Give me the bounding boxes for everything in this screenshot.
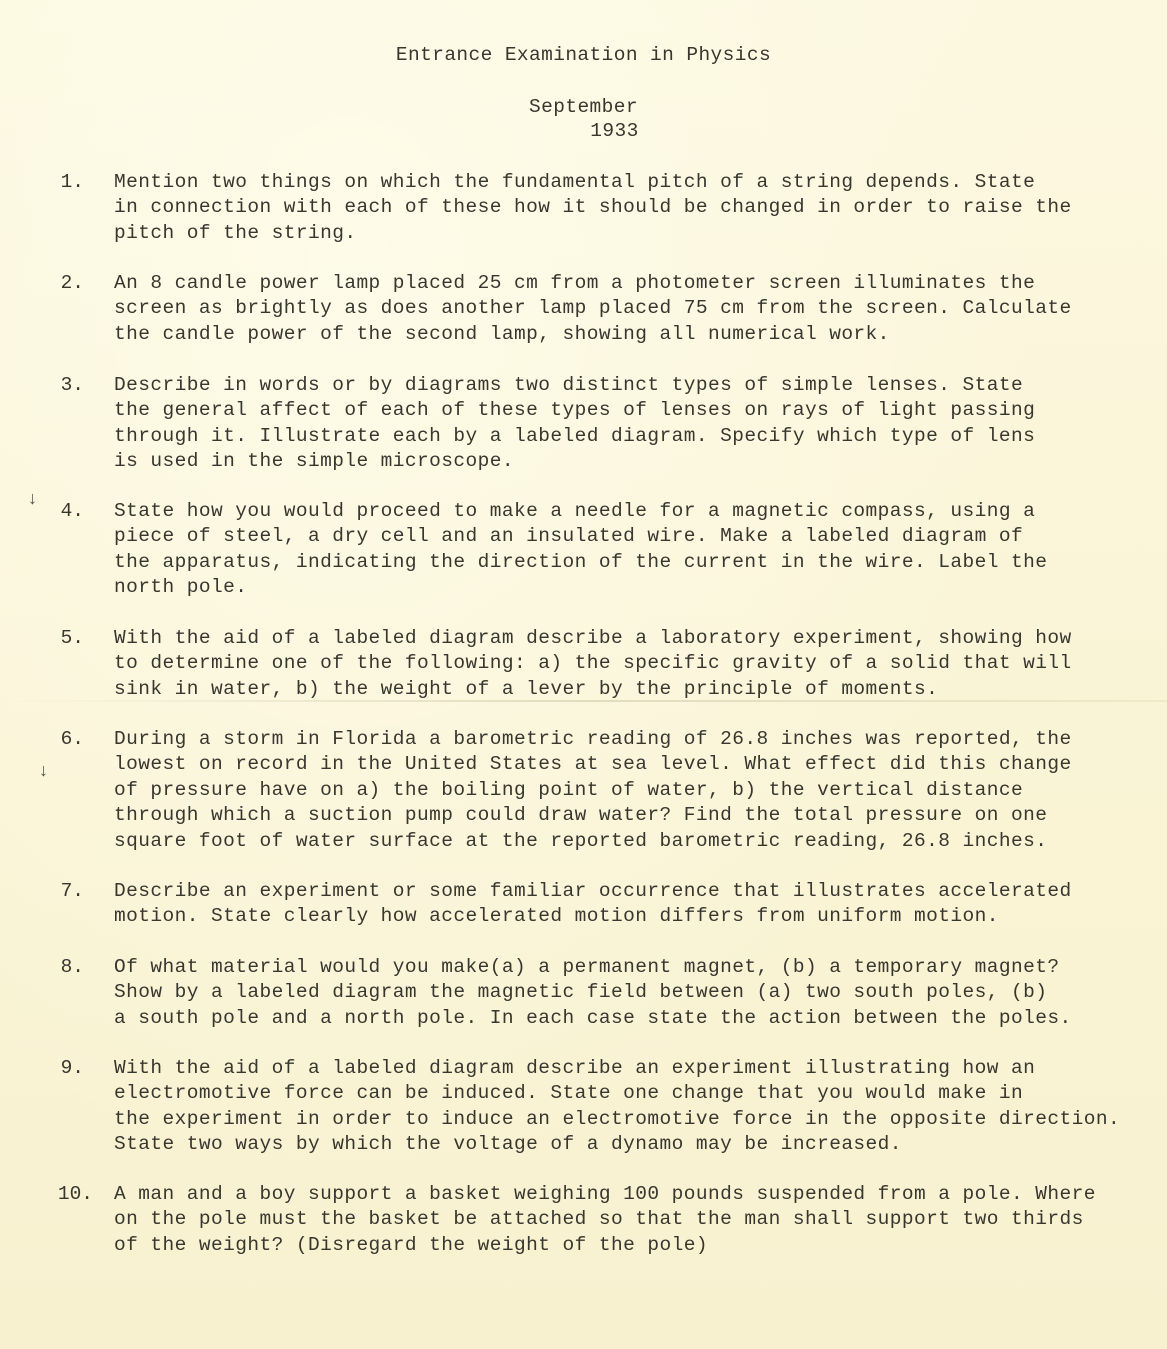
question-text-line: is used in the simple microscope. [114, 450, 515, 473]
question-text-line: to determine one of the following: a) the specific gravity of a solid that will [114, 652, 1072, 675]
exam-year: 1933 [590, 120, 639, 142]
question-text-line: through which a suction pump could draw water? Find the total pressure on one [114, 804, 1048, 827]
pencil-tick-mark: ↓ [38, 762, 49, 782]
pencil-tick-mark: ↓ [27, 490, 38, 510]
question-text-line: through it. Illustrate each by a labeled diagram. Specify which type of lens [114, 424, 1036, 447]
question-text-line: An 8 candle power lamp placed 25 cm from a photometer screen illuminates the [114, 272, 1036, 294]
question-text-line: of the weight? (Disregard the weight of the pole) [114, 1233, 708, 1256]
question-text-line: electromotive force can be induced. State one change that you would make in [114, 1082, 1024, 1105]
question-number: 6. [60, 728, 84, 750]
question-text-line: Describe in words or by diagrams two distinct types of simple lenses. State [114, 374, 1024, 396]
question-text-line: Of what material would you make(a) a permanent magnet, (b) a temporary magnet? [114, 956, 1060, 978]
question-text-line: lowest on record in the United States at sea level. What effect did this change [114, 753, 1072, 776]
exam-title: Entrance Examination in Physics [395, 44, 772, 66]
question-text-line: the apparatus, indicating the direction of the current in the wire. Label the [114, 550, 1048, 573]
question-number: 2. [60, 272, 84, 294]
question-text-line: the candle power of the second lamp, showing all numerical work. [114, 322, 890, 345]
question-number: 7. [60, 880, 84, 902]
question-text-line: Mention two things on which the fundamental pitch of a string depends. State [114, 171, 1036, 193]
question-text-line: motion. State clearly how accelerated motion differs from uniform motion. [114, 905, 999, 928]
question-number: 8. [60, 956, 84, 978]
question-number: 9. [60, 1057, 84, 1079]
question-text-line: the experiment in order to induce an electromotive force in the opposite direction. [114, 1107, 1121, 1130]
question-text-line: pitch of the string. [114, 221, 357, 244]
question-text-line: Show by a labeled diagram the magnetic field between (a) two south poles, (b) [114, 981, 1048, 1004]
question-text-line: piece of steel, a dry cell and an insulated wire. Make a labeled diagram of [114, 525, 1024, 548]
paper-fold-line [0, 700, 1167, 702]
question-text-line: State two ways by which the voltage of a dynamo may be increased. [114, 1133, 902, 1156]
question-number: 5. [60, 627, 84, 649]
question-text-line: square foot of water surface at the reported barometric reading, 26.8 inches. [114, 829, 1048, 852]
question-text-line: a south pole and a north pole. In each case state the action between the poles. [114, 1006, 1072, 1029]
question-number: 4. [60, 500, 84, 522]
question-text-line: north pole. [114, 576, 248, 599]
question-text-line: in connection with each of these how it should be changed in order to raise the [114, 196, 1072, 219]
question-text-line: During a storm in Florida a barometric reading of 26.8 inches was reported, the [114, 728, 1072, 750]
question-text-line: the general affect of each of these types of lenses on rays of light passing [114, 399, 1036, 422]
exam-month: September [529, 96, 638, 118]
question-text-line: on the pole must the basket be attached so that the man shall support two thirds [114, 1208, 1084, 1231]
question-text-line: A man and a boy support a basket weighing 100 pounds suspended from a pole. Where [114, 1183, 1096, 1205]
question-text-line: Describe an experiment or some familiar occurrence that illustrates accelerated [114, 880, 1072, 902]
question-text-line: State how you would proceed to make a needle for a magnetic compass, using a [114, 500, 1036, 522]
question-text-line: screen as brightly as does another lamp placed 75 cm from the screen. Calculate [114, 297, 1072, 320]
question-number: 3. [60, 374, 84, 396]
question-text-line: of pressure have on a) the boiling point of water, b) the vertical distance [114, 778, 1024, 801]
question-number: 10. [57, 1183, 93, 1205]
question-text-line: sink in water, b) the weight of a lever by the principle of moments. [114, 677, 939, 700]
question-number: 1. [60, 171, 84, 193]
question-text-line: With the aid of a labeled diagram describe an experiment illustrating how an [114, 1057, 1036, 1079]
question-text-line: With the aid of a labeled diagram describe a laboratory experiment, showing how [114, 627, 1072, 649]
